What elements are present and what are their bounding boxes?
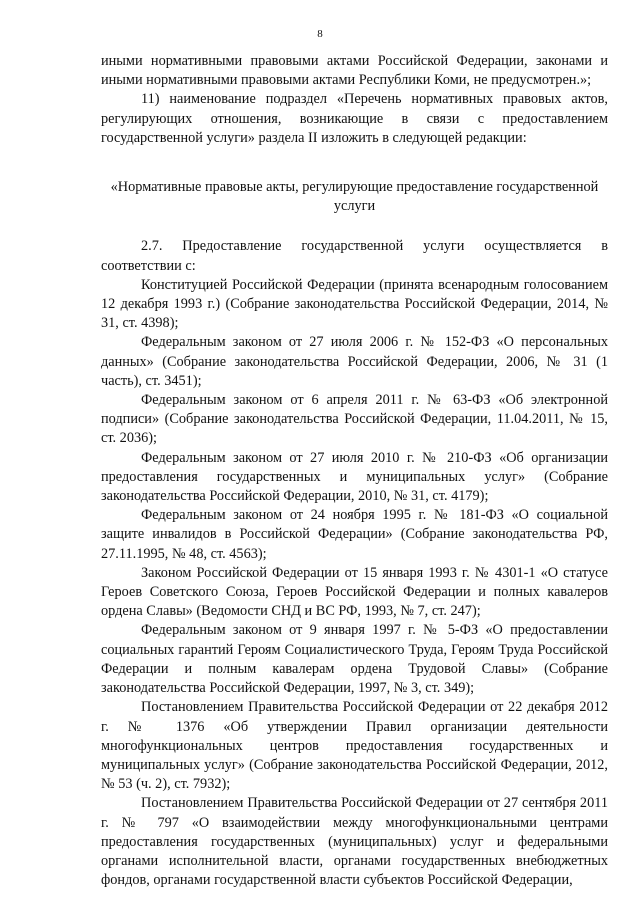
paragraph-law-152: Федеральным законом от 27 июля 2006 г. № 152-ФЗ «О персональных данных» (Собрание законодательства Российской Федерации, 2006, № 31 (1 часть), ст. 3451);: [101, 334, 608, 389]
paragraph-law-210: Федеральным законом от 27 июля 2010 г. № 210-ФЗ «Об организации предоставления государственных и муниципальных услуг» (Собрание законодательства Российской Федерации, 2010, № 31, ст. 4179);: [101, 449, 608, 505]
paragraph-resolution-1376: Постановлением Правительства Российской Федерации от 22 декабря 2012 г. № 1376 «Об утверждении Правил организации деятельности многофункциональных центров предоставления государственных и муниципальных услуг» (Собрание законодательства Российской Федерации, 2012, № 53 (ч. 2), ст. 7932);: [101, 699, 608, 793]
paragraph-law-63: Федеральным законом от 6 апреля 2011 г. № 63-ФЗ «Об электронной подписи» (Собрание законодательства Российской Федерации, 11.04.2011, № 15, ст. 2036);: [101, 392, 608, 447]
document-body: [101, 52, 608, 890]
paragraph-resolution-797: Постановлением Правительства Российской Федерации от 27 сентября 2011 г. № 797 «О взаимодействии между многофункциональными центрами предоставления государственных (муниципальных) услуг и федеральными органами исполнительной власти, органами государственных внебюджетных фондов, органами государственной власти субъектов Российской Федерации,: [101, 795, 608, 889]
paragraph-item-11: 11) наименование подраздел «Перечень нормативных правовых актов, регулирующих отношения, возникающие в связи с предоставлением государственной услуги» раздела II изложить в следующей редакции:: [101, 91, 608, 146]
page-number: 8: [317, 28, 323, 40]
paragraph-law-181: Федеральным законом от 24 ноября 1995 г. № 181-ФЗ «О социальной защите инвалидов в Российской Федерации» (Собрание законодательства РФ, 27.11.1995, № 48, ст. 4563);: [101, 507, 608, 562]
paragraph-law-5: Федеральным законом от 9 января 1997 г. № 5-ФЗ «О предоставлении социальных гарантий Героям Социалистического Труда, Героям Труда Российской Федерации и полным кавалерам ордена Трудовой Славы» (Собрание законодательства Российской Федерации, 1997, № 3, ст. 349);: [101, 622, 608, 697]
paragraph-constitution: Конституцией Российской Федерации (принята всенародным голосованием 12 декабря 1993 г.) (Собрание законодательства Российской Федерации, 2014, № 31, ст. 4398);: [101, 276, 608, 332]
paragraph-law-4301: Законом Российской Федерации от 15 января 1993 г. № 4301-1 «О статусе Героев Советского Союза, Героев Российской Федерации и полных кавалеров ордена Славы» (Ведомости СНД и ВС РФ, 1993, № 7, ст. 247);: [101, 564, 608, 620]
paragraph-continuation: иными нормативными правовыми актами Российской Федерации, законами и иными нормативными правовыми актами Республики Коми, не предусмотрен.»;: [101, 53, 608, 89]
paragraph-2-7: 2.7. Предоставление государственной услуги осуществляется в соответствии с:: [101, 238, 608, 274]
section-heading: «Нормативные правовые акты, регулирующие предоставление государственной услуги: [110, 179, 599, 215]
